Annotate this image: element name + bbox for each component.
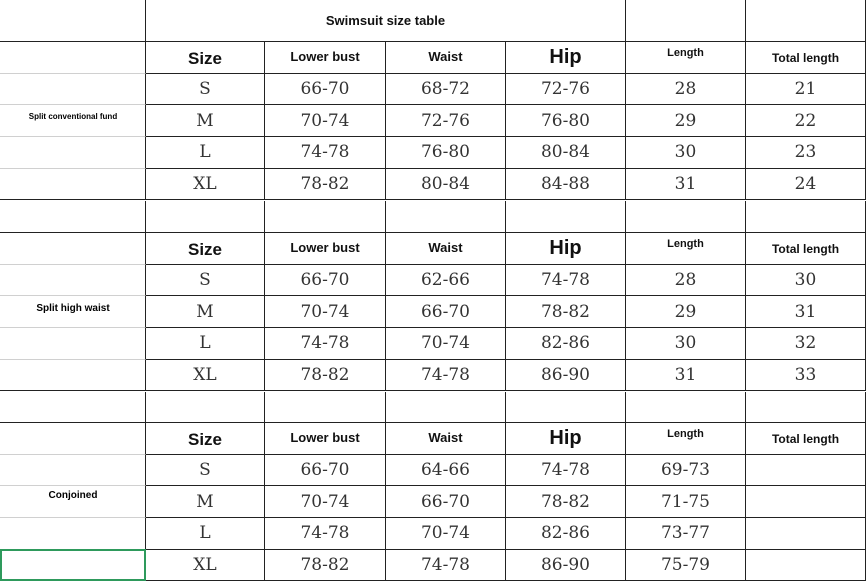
- table-cell-size[interactable]: XL: [146, 550, 265, 581]
- table-cell-size[interactable]: M: [146, 296, 265, 328]
- table-cell-lower-bust[interactable]: 74-78: [265, 328, 386, 360]
- table-cell-size[interactable]: L: [146, 518, 265, 550]
- table-cell-size[interactable]: S: [146, 265, 265, 297]
- table-cell-lower-bust[interactable]: 74-78: [265, 518, 386, 550]
- spacer-cell[interactable]: [626, 201, 746, 234]
- header-lower-bust[interactable]: Lower bust: [265, 233, 386, 265]
- table-cell-lower-bust[interactable]: 78-82: [265, 360, 386, 392]
- table-cell-length[interactable]: 28: [626, 74, 746, 106]
- header-hip[interactable]: Hip: [506, 42, 626, 74]
- table-cell-size[interactable]: M: [146, 105, 265, 137]
- selected-cell-highlight[interactable]: [0, 549, 146, 581]
- spacer-cell[interactable]: [626, 392, 746, 424]
- section-label-cell[interactable]: [0, 233, 146, 265]
- spacer-cell[interactable]: [386, 201, 506, 234]
- spacer-cell[interactable]: [265, 201, 386, 234]
- section-label-cell[interactable]: [0, 42, 146, 74]
- section-label-cell[interactable]: [0, 423, 146, 455]
- table-cell-total[interactable]: [746, 486, 866, 518]
- table-title[interactable]: Swimsuit size table: [146, 0, 626, 42]
- table-cell-waist[interactable]: 72-76: [386, 105, 506, 137]
- table-cell-total[interactable]: 24: [746, 169, 866, 201]
- table-cell-total[interactable]: 21: [746, 74, 866, 106]
- header-lower-bust[interactable]: Lower bust: [265, 42, 386, 74]
- table-cell-waist[interactable]: 74-78: [386, 550, 506, 581]
- spacer-cell[interactable]: [746, 201, 866, 234]
- header-length[interactable]: Length: [626, 42, 746, 74]
- table-cell-total[interactable]: [746, 518, 866, 550]
- table-cell-waist[interactable]: 76-80: [386, 137, 506, 169]
- table-cell-total[interactable]: 32: [746, 328, 866, 360]
- table-cell-hip[interactable]: 72-76: [506, 74, 626, 106]
- table-cell-lower-bust[interactable]: 78-82: [265, 169, 386, 201]
- header-size[interactable]: Size: [146, 233, 265, 265]
- header-waist[interactable]: Waist: [386, 423, 506, 455]
- table-cell-hip[interactable]: 76-80: [506, 105, 626, 137]
- table-cell-lower-bust[interactable]: 70-74: [265, 105, 386, 137]
- header-size[interactable]: Size: [146, 42, 265, 74]
- table-cell-lower-bust[interactable]: 66-70: [265, 455, 386, 487]
- table-cell-size[interactable]: M: [146, 486, 265, 518]
- spacer-cell[interactable]: [0, 201, 146, 234]
- section-label: Split conventional fund: [28, 112, 118, 121]
- table-cell-lower-bust[interactable]: 66-70: [265, 265, 386, 297]
- section-label-cell[interactable]: [0, 74, 146, 106]
- table-cell-hip[interactable]: 74-78: [506, 265, 626, 297]
- section-label-cell[interactable]: [0, 105, 146, 137]
- header-size[interactable]: Size: [146, 423, 265, 455]
- section-label-cell[interactable]: [0, 455, 146, 487]
- section-label-cell[interactable]: [0, 328, 146, 360]
- table-cell-waist[interactable]: 74-78: [386, 360, 506, 392]
- table-cell-size[interactable]: S: [146, 455, 265, 487]
- table-cell-lower-bust[interactable]: 70-74: [265, 486, 386, 518]
- spacer-cell[interactable]: [265, 392, 386, 424]
- header-waist[interactable]: Waist: [386, 42, 506, 74]
- table-cell-total[interactable]: 31: [746, 296, 866, 328]
- section-label-cell[interactable]: [0, 360, 146, 392]
- table-cell-lower-bust[interactable]: 66-70: [265, 74, 386, 106]
- section-label-cell[interactable]: [0, 137, 146, 169]
- table-cell-hip[interactable]: 78-82: [506, 296, 626, 328]
- table-cell-size[interactable]: XL: [146, 360, 265, 392]
- table-cell-length[interactable]: 31: [626, 360, 746, 392]
- table-cell-length[interactable]: 30: [626, 328, 746, 360]
- table-cell-waist[interactable]: 66-70: [386, 486, 506, 518]
- table-cell-hip[interactable]: 86-90: [506, 360, 626, 392]
- table-cell-total[interactable]: 22: [746, 105, 866, 137]
- table-cell-hip[interactable]: 84-88: [506, 169, 626, 201]
- table-cell-total[interactable]: 23: [746, 137, 866, 169]
- spacer-cell[interactable]: [386, 392, 506, 424]
- spacer-cell[interactable]: [506, 392, 626, 424]
- section-label-cell[interactable]: [0, 265, 146, 297]
- table-cell-total[interactable]: 30: [746, 265, 866, 297]
- empty-title-cell[interactable]: [626, 0, 746, 42]
- table-cell-length[interactable]: 29: [626, 296, 746, 328]
- table-cell-waist[interactable]: 62-66: [386, 265, 506, 297]
- table-cell-total[interactable]: 33: [746, 360, 866, 392]
- table-cell-waist[interactable]: 68-72: [386, 74, 506, 106]
- table-cell-length[interactable]: 31: [626, 169, 746, 201]
- table-cell-hip[interactable]: 82-86: [506, 518, 626, 550]
- section-label-cell[interactable]: [0, 169, 146, 201]
- table-cell-waist[interactable]: 70-74: [386, 328, 506, 360]
- empty-title-cell[interactable]: [746, 0, 866, 42]
- table-cell-length[interactable]: 71-75: [626, 486, 746, 518]
- table-cell-waist[interactable]: 66-70: [386, 296, 506, 328]
- table-cell-hip[interactable]: 78-82: [506, 486, 626, 518]
- table-cell-total[interactable]: [746, 455, 866, 487]
- header-total[interactable]: Total length: [746, 233, 866, 265]
- table-cell-waist[interactable]: 80-84: [386, 169, 506, 201]
- table-cell-waist[interactable]: 64-66: [386, 455, 506, 487]
- header-total[interactable]: Total length: [746, 423, 866, 455]
- table-cell-length[interactable]: 69-73: [626, 455, 746, 487]
- table-cell-total[interactable]: [746, 550, 866, 581]
- table-cell-length[interactable]: 28: [626, 265, 746, 297]
- empty-corner-cell[interactable]: [0, 0, 146, 42]
- table-cell-lower-bust[interactable]: 78-82: [265, 550, 386, 581]
- spacer-cell[interactable]: [146, 201, 265, 234]
- table-cell-length[interactable]: 73-77: [626, 518, 746, 550]
- spacer-cell[interactable]: [506, 201, 626, 234]
- table-cell-length[interactable]: 30: [626, 137, 746, 169]
- section-label: Conjoined: [48, 490, 98, 501]
- header-lower-bust[interactable]: Lower bust: [265, 423, 386, 455]
- spacer-cell[interactable]: [146, 392, 265, 424]
- table-cell-length[interactable]: 29: [626, 105, 746, 137]
- header-length[interactable]: Length: [626, 233, 746, 265]
- table-cell-size[interactable]: L: [146, 137, 265, 169]
- header-length[interactable]: Length: [626, 423, 746, 455]
- table-cell-hip[interactable]: 80-84: [506, 137, 626, 169]
- table-cell-lower-bust[interactable]: 74-78: [265, 137, 386, 169]
- header-hip[interactable]: Hip: [506, 233, 626, 265]
- table-cell-size[interactable]: S: [146, 74, 265, 106]
- spacer-cell[interactable]: [0, 392, 146, 424]
- table-cell-size[interactable]: L: [146, 328, 265, 360]
- table-cell-length[interactable]: 75-79: [626, 550, 746, 581]
- section-label-cell[interactable]: [0, 518, 146, 550]
- table-cell-hip[interactable]: 74-78: [506, 455, 626, 487]
- table-cell-lower-bust[interactable]: 70-74: [265, 296, 386, 328]
- header-total[interactable]: Total length: [746, 42, 866, 74]
- table-cell-hip[interactable]: 82-86: [506, 328, 626, 360]
- header-waist[interactable]: Waist: [386, 233, 506, 265]
- section-label: Split high waist: [36, 303, 110, 314]
- table-cell-waist[interactable]: 70-74: [386, 518, 506, 550]
- header-hip[interactable]: Hip: [506, 423, 626, 455]
- table-cell-hip[interactable]: 86-90: [506, 550, 626, 581]
- table-cell-size[interactable]: XL: [146, 169, 265, 201]
- spacer-cell[interactable]: [746, 392, 866, 424]
